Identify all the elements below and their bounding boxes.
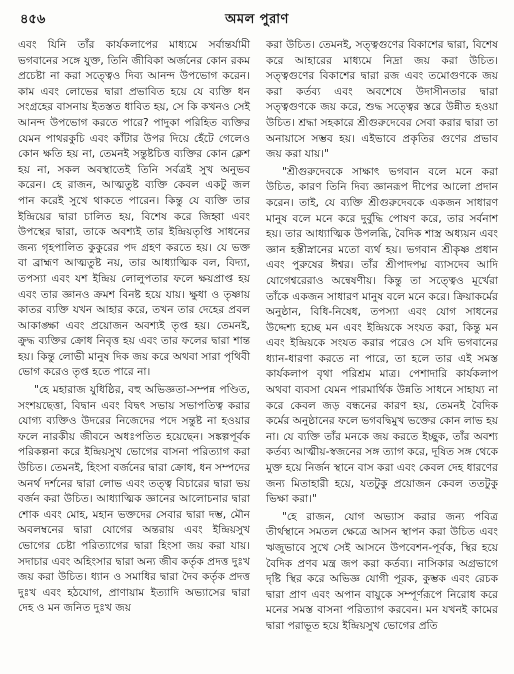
paragraph: "হে মহারাজ যুধিষ্ঠির, বহু অভিজ্ঞতা-সম্পন্ন পণ্ডিত, সংশয়ছেত্তা, বিদ্বান এবং বিদ্বৎ সভায় সভাপতিত্ব করার যোগ্য ব্যক্তিও উদরের নিজেদের পদে সন্তুষ্ট না হওয়ার ফলে নারকীয় জীবনে অধঃপতিত হয়েছেন। সঙ্কল্পপূর্বক পরিকল্পনা করে ইন্দ্রিয়সুখ ভোগের বাসনা পরিত্যাগ করা উচিত। তেমনই, হিংসা বর্জনের দ্বারা ক্রোধ, ধন সম্পদের অনর্থ দর্শনের দ্বারা লোভ এবং তত্ত্ব বিচারের দ্বারা ভয় বর্জন করা উচিত। আধ্যাত্মিক জ্ঞানের আলোচনার দ্বারা শোক এবং মোহ, মহান ভক্তদের সেবার দ্বারা দম্ভ, মৌন অবলম্বনের দ্বারা যোগের অন্তরায় এবং ইন্দ্রিয়সুখ ভোগের চেষ্টা পরিত্যাগের দ্বারা হিংসা জয় করা যায়। সদাচার এবং অহিংসার দ্বারা অন্য জীব কর্তৃক প্রদত্ত দুঃখ জয় করা উচিত। ধ্যান ও সমাধির দ্বারা দৈব কর্তৃক প্রদত্ত দুঃখ এবং হঠযোগ, প্রাণায়াম ইত্যাদি অভ্যাসের দ্বারা দেহ ও মন জনিত দুঃখ জয় bbox=[18, 384, 250, 615]
paragraph: "হে রাজন, যোগ অভ্যাস করার জন্য পবিত্র তীর্থস্থানে সমতল ক্ষেত্রে আসন স্থাপন করা উচিত এবং ঋজুভাবে সুখে সেই আসনে উপবেশন-পূর্বক, স্থির হয়ে বৈদিক প্রণব মন্ত্র জপ করা কর্তব্য। নাসিকার অগ্রভাগে দৃষ্টি স্থির করে অভিজ্ঞ যোগী পূরক, কুম্ভক এবং রেচক দ্বারা প্রাণ এবং অপান বায়ুকে সম্পূর্ণরূপে নিরোধ করে মনের সমস্ত বাসনা পরিত্যাগ করবেন। মন যখনই কামের দ্বারা পরাভূত হয়ে ইন্দ্রিয়সুখ ভোগের প্রতি bbox=[266, 510, 498, 632]
left-text-column bbox=[18, 38, 250, 617]
paragraph: "শ্রীগুরুদেবকে সাক্ষাৎ ভগবান বলে মনে করা উচিত, কারণ তিনি দিব্য জ্ঞানরূপ দীপের আলো প্রদান করেন। তাই, যে ব্যক্তি শ্রীগুরুদেবকে একজন সাধারণ মানুষ বলে মনে করে দুর্বুদ্ধি পোষণ করে, তার সর্বনাশ হয়। তার আধ্যাত্মিক উপলব্ধি, বৈদিক শাস্ত্র অধ্যয়ন এবং জ্ঞান হস্তীস্নানের মতো ব্যর্থ হয়। ভগবান শ্রীকৃষ্ণ প্রধান এবং পুরুষের ঈশ্বর। তাঁর শ্রীপাদপদ্ম ব্যাসদেব আদি যোগেশ্বরেরাও অন্বেষণীয়। কিন্তু তা সত্ত্বেও মূর্খেরা তাঁকে একজন সাধারণ মানুষ বলে মনে করে। ক্রিয়াকর্মের অনুষ্ঠান, বিধি-নিষেধ, তপস্যা এবং যোগ সাধনের উদ্দেশ্য হচ্ছে মন এবং ইন্দ্রিয়কে সংযত করা, কিন্তু মন এবং ইন্দ্রিয়কে সংযত করার পরেও সে যদি ভগবানের ধ্যান-ধারণা করতে না পারে, তা হলে তার এই সমস্ত কার্যকলাপ বৃথা পরিশ্রম মাত্র। পেশাদারি কার্যকলাপ অথবা ব্যবসা যেমন পারমার্থিক উন্নতি সাধনে সাহায্য না করে কেবল জড় বন্ধনের কারণ হয়, তেমনই বৈদিক কর্মের অনুষ্ঠানের ফলে ভগবদ্বিমুখ ভক্তের কোন লাভ হয় না। যে ব্যক্তি তাঁর মনকে জয় করতে ইচ্ছুক, তাঁর অবশ্য কর্তব্য আত্মীয়-স্বজনের সঙ্গ ত্যাগ করে, দূষিত সঙ্গ থেকে মুক্ত হয়ে নির্জন স্থানে বাস করা এবং কেবল দেহ ধারণের জন্য মিতাহারী হয়ে, যতটুকু প্রয়োজন কেবল ততটুকু ভিক্ষা করা।" bbox=[266, 165, 498, 506]
running-title: অমল পুরাণ bbox=[225, 12, 289, 27]
page-header bbox=[18, 10, 496, 30]
paragraph: করা উচিত। তেমনই, সত্ত্বগুণের বিকাশের দ্বারা, বিশেষ করে আহারের মাধ্যমে নিদ্রা জয় করা উচিত। সত্ত্বগুণের বিকাশের দ্বারা রজ এবং তমোগুণকে জয় করা কর্তব্য এবং অবশেষে উদাসীনতার দ্বারা সত্ত্বগুণকে জয় করে, শুদ্ধ সত্ত্বের স্তরে উন্নীত হওয়া উচিত। শ্রদ্ধা সহকারে শ্রীগুরুদেবের সেবা করার দ্বারা তা অনায়াসে সম্ভব হয়। এইভাবে প্রকৃতির গুণের প্রভাব জয় করা যায়।" bbox=[266, 39, 498, 161]
page-number: ৪৫৬ bbox=[20, 12, 46, 27]
right-text-column bbox=[266, 38, 498, 635]
paragraph: এবং যিনি তাঁর কার্যকলাপের মাধ্যমে সর্বান্তর্যামী ভগবানের সঙ্গে যুক্ত, তিনি জীবিকা অর্জনের কোন রকম প্রচেষ্টা না করা সত্ত্বেও দিব্য আনন্দ উপভোগ করেন। কাম এবং লোভের দ্বারা প্রভাবিত হয়ে যে ব্যক্তি ধন সংগ্রহের বাসনায় ইতস্তত ধাবিত হয়, সে কি কখনও সেই আনন্দ উপভোগ করতে পারে? পাদুকা পরিহিত ব্যক্তির যেমন পাথরকুচি এবং কাঁটার উপর দিয়ে হেঁটে গেলেও কোন ক্ষতি হয় না, তেমনই সন্তুষ্টচিত্ত ব্যক্তির কোন ক্লেশ হয় না, সকল অবস্থাতেই তিনি সর্বত্রই সুখ অনুভব করেন। হে রাজন, আত্মতুষ্ট ব্যক্তি কেবল একটু জল পান করেই সুখে থাকতে পারেন। কিন্তু যে ব্যক্তি তার ইন্দ্রিয়ের দ্বারা চালিত হয়, বিশেষ করে জিহ্বা এবং উপস্থের দ্বারা, তাকে অবশ্যই তার ইন্দ্রিয়তৃপ্তি সাধনের জন্য গৃহপালিত কুকুরের পদ গ্রহণ করতে হয়। যে ভক্ত বা ব্রাহ্মণ আত্মতুষ্ট নয়, তার আধ্যাত্মিক বল, বিদ্যা, তপস্যা এবং যশ ইন্দ্রিয় লোলুপতার ফলে ক্ষয়প্রাপ্ত হয় এবং তার জ্ঞানও ক্রমশ বিনষ্ট হয়ে যায়। ক্ষুধা ও তৃষ্ণায় কাতর ব্যক্তি যখন আহার করে, তখন তার দেহের প্রবল আকাঙ্ক্ষা এবং প্রয়োজন অবশ্যই তৃপ্ত হয়। তেমনই, ক্রুদ্ধ ব্যক্তির ক্রোধ নিবৃত্ত হয় এবং তার ফলের দ্বারা শান্ত হয়। কিন্তু লোভী মানুষ দিক জয় করে অথবা সারা পৃথিবী ভোগ করেও তৃপ্ত হতে পারে না। bbox=[18, 39, 250, 379]
